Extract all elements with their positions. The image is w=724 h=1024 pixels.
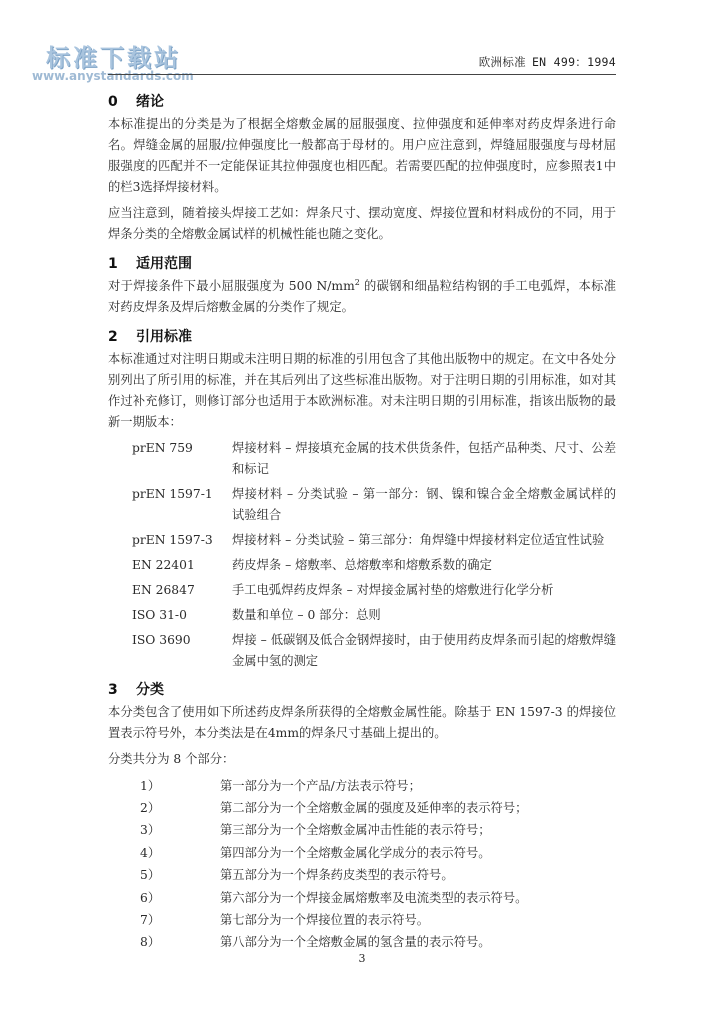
paragraph: 本分类包含了使用如下所述药皮焊条所获得的全熔敷金属性能。除基于 EN 1597-3 的焊接位置表示符号外，本分类法是在4mm的焊条尺寸基础上提出的。 xyxy=(108,705,616,740)
page-number: 3 xyxy=(358,952,366,965)
watermark-url: www.anystandards.com xyxy=(32,69,194,83)
header-divider xyxy=(108,74,616,75)
text-span: 对于焊接条件下最小屈服强度为 500 N/mm xyxy=(108,279,355,293)
reference-title: 焊接 – 低碳钢及低合金钢焊接时，由于使用药皮焊条而引起的熔敷焊缝金属中氢的测定 xyxy=(232,633,616,668)
list-index: 7） xyxy=(140,913,161,928)
section-heading-classification xyxy=(108,676,616,702)
section-number: 2 xyxy=(108,329,118,345)
watermark-logo xyxy=(32,38,194,86)
list-item xyxy=(108,820,616,842)
section-heading-scope xyxy=(108,250,616,276)
list-text: 第七部分为一个焊接位置的表示符号。 xyxy=(220,913,430,928)
section-heading-references xyxy=(108,323,616,349)
text-span: 的碳钢和细晶粒结构钢的手工电弧焊，本标准对药皮焊条及焊后熔敷金属的分类作了规定。 xyxy=(108,279,616,314)
section-title: 引用标准 xyxy=(136,329,192,345)
reference-list xyxy=(108,438,616,672)
document-body xyxy=(108,88,616,954)
list-text: 第四部分为一个全熔敷金属化学成分的表示符号。 xyxy=(220,845,491,860)
reference-title: 焊接材料 – 分类试验 – 第三部分：角焊缝中焊接材料定位适宜性试验 xyxy=(232,533,605,547)
reference-title: 焊接材料 – 分类试验 – 第一部分：钢、镍和镍合金全熔敷金属试样的试验组合 xyxy=(232,487,616,522)
list-index: 6） xyxy=(140,890,161,905)
classification-parts-list xyxy=(108,775,616,954)
paragraph: 本标准通过对注明日期或未注明日期的标准的引用包含了其他出版物中的规定。在文中各处分别列出了所引用的标准，并在其后列出了这些标准出版物。对于注明日期的引用标准，如对其作过补充修订，则修订部分也适用于本欧洲标准。对未注明日期的引用标准，指该出版物的最新一期版本： xyxy=(108,352,616,429)
reference-item xyxy=(108,580,616,601)
section-title: 分类 xyxy=(136,682,164,698)
list-item xyxy=(108,775,616,797)
header-standard-code: EN 499：1994 xyxy=(531,55,616,69)
list-index: 1） xyxy=(140,778,161,793)
section-title: 适用范围 xyxy=(136,256,192,272)
reference-item xyxy=(108,630,616,672)
reference-title: 药皮焊条 – 熔敷率、总熔敷率和熔敷系数的确定 xyxy=(232,558,492,572)
section-number: 1 xyxy=(108,256,118,272)
reference-title: 手工电弧焊药皮焊条 – 对焊接金属衬垫的熔敷进行化学分析 xyxy=(232,583,554,597)
list-item xyxy=(108,797,616,819)
reference-item xyxy=(108,555,616,576)
reference-item xyxy=(108,484,616,526)
watermark-title: 标准下载站 xyxy=(46,44,181,72)
section-number: 3 xyxy=(108,682,118,698)
reference-title: 焊接材料 – 焊接填充金属的技术供货条件，包括产品种类、尺寸、公差和标记 xyxy=(232,441,616,476)
section-title: 绪论 xyxy=(136,94,164,110)
list-text: 第六部分为一个焊接金属熔敷率及电流类型的表示符号。 xyxy=(220,890,528,905)
superscript: 2 xyxy=(354,277,360,287)
list-index: 8） xyxy=(140,935,161,950)
reference-item xyxy=(108,438,616,480)
list-text: 第二部分为一个全熔敷金属的强度及延伸率的表示符号； xyxy=(220,801,528,816)
reference-code: ISO 31-0 xyxy=(132,608,187,622)
list-text: 第一部分为一个产品/方法表示符号； xyxy=(220,778,421,793)
list-text: 第五部分为一个焊条药皮类型的表示符号。 xyxy=(220,868,454,883)
list-index: 2） xyxy=(140,801,161,816)
list-item xyxy=(108,932,616,954)
reference-code: prEN 1597-1 xyxy=(132,487,213,501)
reference-code: EN 22401 xyxy=(132,558,195,572)
paragraph xyxy=(108,276,616,318)
section-number: 0 xyxy=(108,94,118,110)
reference-item xyxy=(108,530,616,551)
reference-code: ISO 3690 xyxy=(132,633,191,647)
reference-code: EN 26847 xyxy=(132,583,195,597)
reference-code: prEN 1597-3 xyxy=(132,533,213,547)
reference-code: prEN 759 xyxy=(132,441,193,455)
list-index: 4） xyxy=(140,845,161,860)
reference-title: 数量和单位 – 0 部分：总则 xyxy=(232,608,381,622)
list-item xyxy=(108,909,616,931)
reference-item xyxy=(108,605,616,626)
list-index: 3） xyxy=(140,823,161,838)
list-text: 第八部分为一个全熔敷金属的氢含量的表示符号。 xyxy=(220,935,491,950)
list-index: 5） xyxy=(140,868,161,883)
page-header xyxy=(479,54,616,70)
list-text: 第三部分为一个全熔敷金属冲击性能的表示符号； xyxy=(220,823,491,838)
list-item xyxy=(108,842,616,864)
paragraph: 分类共分为 8 个部分： xyxy=(108,752,235,766)
paragraph: 本标准提出的分类是为了根据全熔敷金属的屈服强度、拉伸强度和延伸率对药皮焊条进行命名。焊缝金属的屈服/拉伸强度比一般都高于母材的。用户应注意到，焊缝屈服强度与母材屈服强度的匹配并不一定能保证其拉伸强度也相匹配。若需要匹配的拉伸强度时，应参照表1中的栏3选择焊接材料。 xyxy=(108,117,616,194)
header-org: 欧洲标准 xyxy=(478,55,526,69)
list-item xyxy=(108,887,616,909)
section-heading-intro xyxy=(108,88,616,114)
paragraph: 应当注意到，随着接头焊接工艺如：焊条尺寸、摆动宽度、焊接位置和材料成份的不同，用于焊条分类的全熔敷金属试样的机械性能也随之变化。 xyxy=(108,206,616,241)
list-item xyxy=(108,865,616,887)
